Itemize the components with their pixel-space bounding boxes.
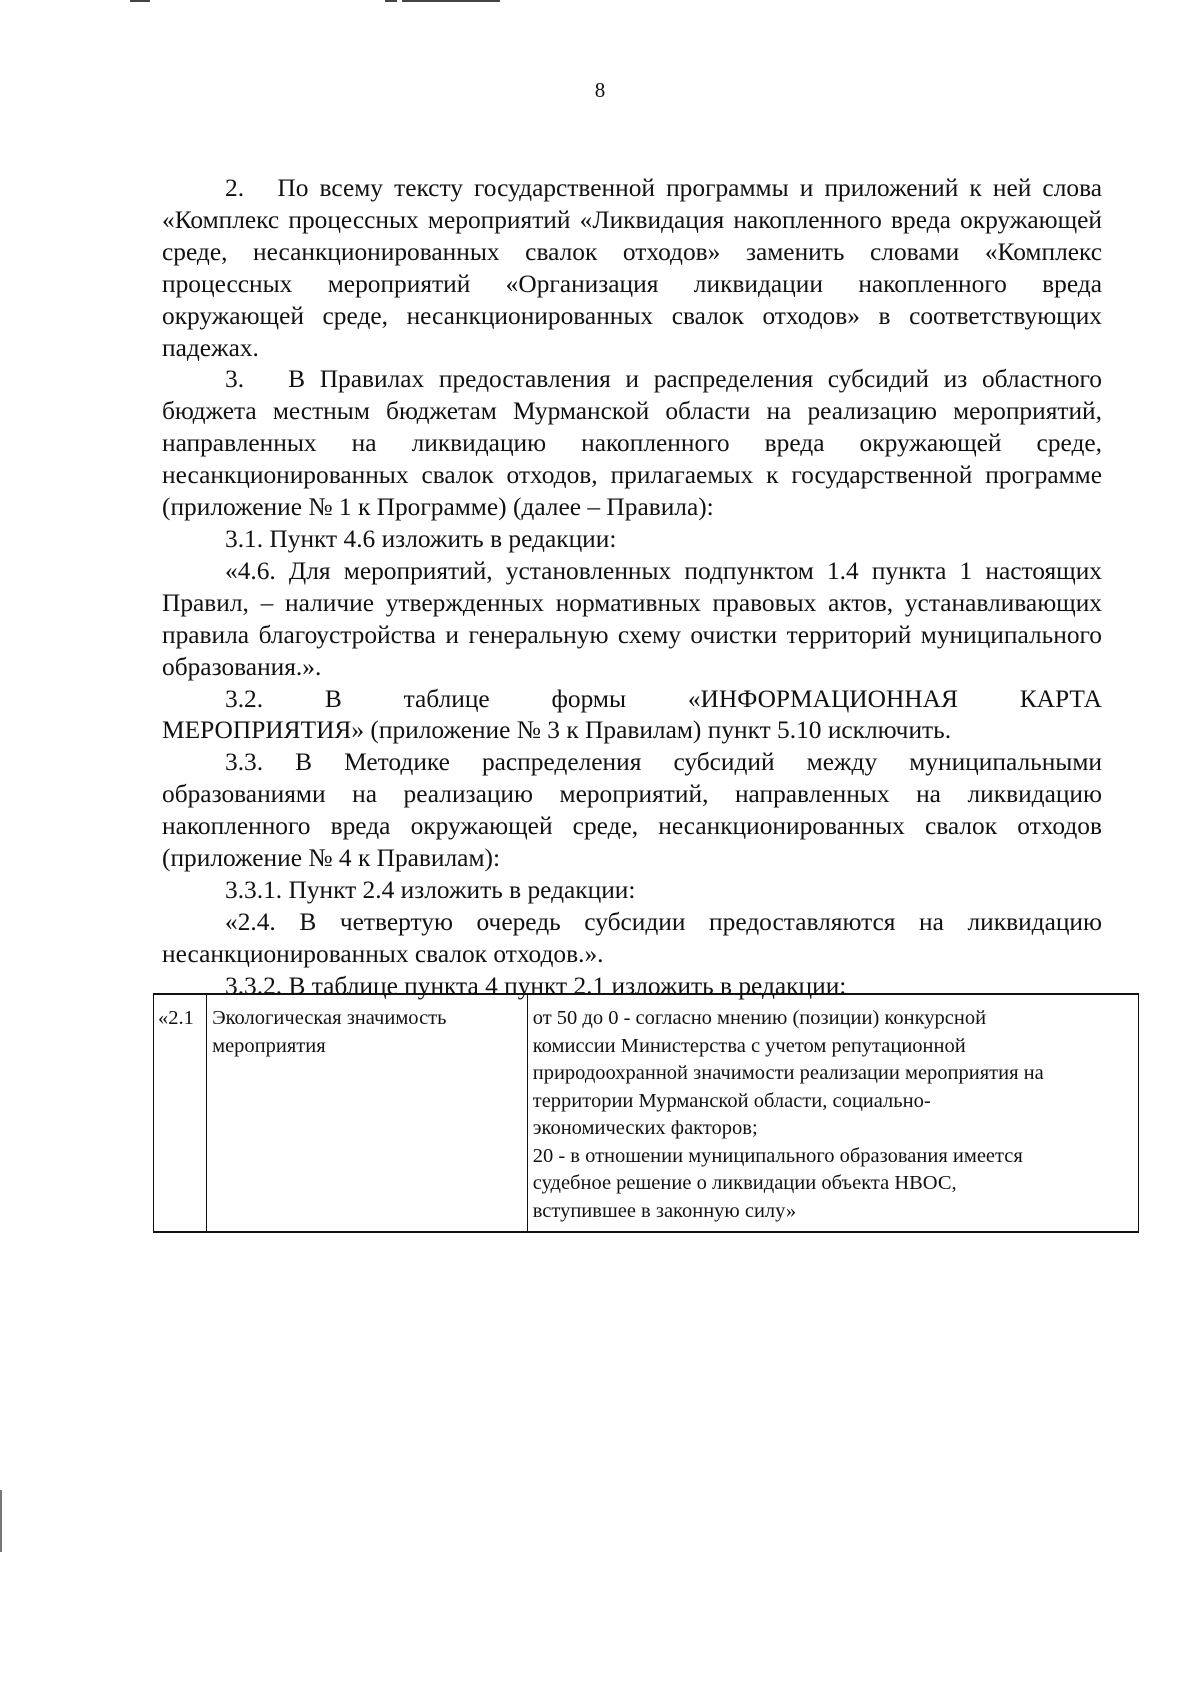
paragraph-3-2-line-1: 3.2. В таблице формы «ИНФОРМАЦИОННАЯ КАРТА [225, 684, 1102, 713]
value-cell [527, 994, 1138, 1232]
paragraph-3-2-line-2: МЕРОПРИЯТИЯ» (приложение № 3 к Правилам) пункт 5.10 исключить. [162, 716, 952, 745]
value-line: судебное решение о ликвидации объекта НВОС, [532, 1172, 957, 1194]
page-number: 8 [594, 78, 606, 102]
row-number: «2.1 [158, 1007, 194, 1029]
document-body [162, 173, 1102, 1003]
paragraph-3: 3. В Правилах предоставления и распределения субсидий из областного бюджета местным бюджетам Мурманской области на реализацию мероприятий, направленных на ликвидацию накопленного вреда окружающей среде, несанкционированных свалок отходов, прилагаемых к государственной программе (приложение № 1 к Программе) (далее – Правила): [162, 365, 1102, 522]
paragraph-3-1-text: «4.6. Для мероприятий, установленных подпунктом 1.4 пункта 1 настоящих Правил, – наличие утвержденных нормативных правовых актов, устанавливающих правила благоустройства и генеральную схему очистки территорий муниципального образования.». [162, 556, 1102, 681]
criterion-line: мероприятия [212, 1034, 326, 1057]
value-line: 20 - в отношении муниципального образования имеется [532, 1144, 1023, 1167]
scan-edge-mark [0, 1490, 2, 1552]
value-line: от 50 до 0 - согласно мнению (позиции) конкурсной [532, 1007, 987, 1029]
table-row [154, 994, 1139, 1232]
criterion-line: Экологическая значимость [212, 1007, 447, 1029]
paragraph-3-3-1-text: «2.4. В четвертую очередь субсидии предоставляются на ликвидацию несанкционированных свалок отходов.». [162, 907, 1102, 968]
scan-top-marks [130, 0, 530, 4]
value-line: комиссии Министерства с учетом репутационной [532, 1034, 966, 1057]
paragraph-3-3-1: 3.3.1. Пункт 2.4 изложить в редакции: [225, 875, 636, 904]
value-line: природоохранной значимости реализации мероприятия на [532, 1062, 1044, 1084]
value-line: вступившее в законную силу» [532, 1199, 797, 1222]
paragraph-3-3: 3.3. В Методике распределения субсидий между муниципальными образованиями на реализацию мероприятий, направленных на ликвидацию накопленного вреда окружающей среде, несанкционированных свалок отходов (приложение № 4 к Правилам): [162, 748, 1102, 873]
value-line: экономических факторов; [532, 1117, 758, 1139]
row-number-cell [154, 994, 207, 1232]
paragraph-3-1: 3.1. Пункт 4.6 изложить в редакции: [225, 524, 617, 553]
paragraph-3-3-2: 3.3.2. В таблице пункта 4 пункт 2.1 изложить в редакции: [225, 971, 847, 1000]
criterion-cell [207, 994, 528, 1232]
value-line: территории Мурманской области, социально- [532, 1089, 931, 1112]
amendment-table [153, 993, 1139, 1233]
paragraph-2: 2. По всему тексту государственной программы и приложений к ней слова «Комплекс процессных мероприятий «Ликвидация накопленного вреда окружающей среде, несанкционированных свалок отходов» заменить словами «Комплекс процессных мероприятий «Организация ликвидации накопленного вреда окружающей среде, несанкционированных свалок отходов» в соответствующих падежах. [162, 174, 1102, 362]
